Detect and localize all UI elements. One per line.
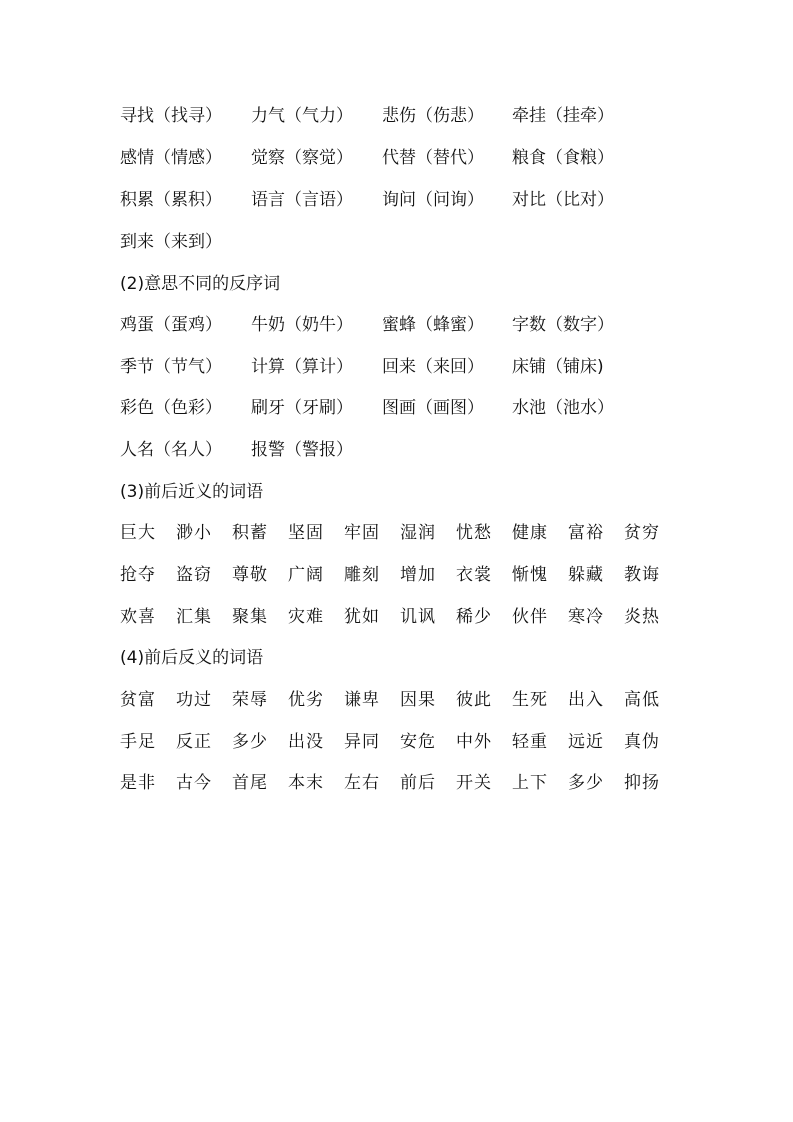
word: 巨大 bbox=[120, 523, 156, 543]
word: 功过 bbox=[176, 690, 212, 710]
word: 教诲 bbox=[624, 565, 660, 585]
word: 前后 bbox=[400, 773, 436, 793]
word: 上下 bbox=[512, 773, 548, 793]
word-pair: 询问（问询） bbox=[382, 190, 484, 210]
word: 优劣 bbox=[288, 690, 324, 710]
word-pair: 鸡蛋（蛋鸡） bbox=[120, 315, 222, 335]
word: 尊敬 bbox=[232, 565, 268, 585]
word: 汇集 bbox=[176, 607, 212, 627]
word-pair: 计算（算计） bbox=[251, 357, 353, 377]
word: 中外 bbox=[456, 732, 492, 752]
word: 寒冷 bbox=[568, 607, 604, 627]
word: 欢喜 bbox=[120, 607, 156, 627]
word: 左右 bbox=[344, 773, 380, 793]
word: 开关 bbox=[456, 773, 492, 793]
word: 首尾 bbox=[232, 773, 268, 793]
word: 彼此 bbox=[456, 690, 492, 710]
section-heading: (3)前后近义的词语 bbox=[120, 482, 264, 502]
word-pair: 语言（言语） bbox=[251, 190, 353, 210]
section-heading: (4)前后反义的词语 bbox=[120, 648, 264, 668]
word: 雕刻 bbox=[344, 565, 380, 585]
word-pair: 觉察（察觉） bbox=[251, 148, 353, 168]
word-pair: 回来（来回） bbox=[382, 357, 484, 377]
word-pair: 牵挂（挂牵） bbox=[512, 106, 614, 126]
word: 生死 bbox=[512, 690, 548, 710]
word: 湿润 bbox=[400, 523, 436, 543]
word: 高低 bbox=[624, 690, 660, 710]
word: 讥讽 bbox=[400, 607, 436, 627]
word: 躲藏 bbox=[568, 565, 604, 585]
word-pair: 人名（名人） bbox=[120, 440, 222, 460]
word: 异同 bbox=[344, 732, 380, 752]
word: 贫富 bbox=[120, 690, 156, 710]
word: 犹如 bbox=[344, 607, 380, 627]
word: 安危 bbox=[400, 732, 436, 752]
word: 抢夺 bbox=[120, 565, 156, 585]
word: 远近 bbox=[568, 732, 604, 752]
word-pair: 刷牙（牙刷） bbox=[251, 398, 353, 418]
word: 坚固 bbox=[288, 523, 324, 543]
word: 炎热 bbox=[624, 607, 660, 627]
word: 广阔 bbox=[288, 565, 324, 585]
word: 贫穷 bbox=[624, 523, 660, 543]
word: 牢固 bbox=[344, 523, 380, 543]
word-pair: 力气（气力） bbox=[251, 106, 353, 126]
word: 手足 bbox=[120, 732, 156, 752]
word-pair: 彩色（色彩） bbox=[120, 398, 222, 418]
word: 忧愁 bbox=[456, 523, 492, 543]
word-pair: 对比（比对） bbox=[512, 190, 614, 210]
word-pair: 悲伤（伤悲） bbox=[382, 106, 484, 126]
word-pair: 报警（警报） bbox=[251, 440, 353, 460]
section-heading: (2)意思不同的反序词 bbox=[120, 274, 281, 294]
word-pair: 牛奶（奶牛） bbox=[251, 315, 353, 335]
word: 多少 bbox=[232, 732, 268, 752]
word: 稀少 bbox=[456, 607, 492, 627]
word-pair: 季节（节气） bbox=[120, 357, 222, 377]
word: 荣辱 bbox=[232, 690, 268, 710]
word-pair: 字数（数字） bbox=[512, 315, 614, 335]
word: 增加 bbox=[400, 565, 436, 585]
word: 惭愧 bbox=[512, 565, 548, 585]
word: 渺小 bbox=[176, 523, 212, 543]
word: 富裕 bbox=[568, 523, 604, 543]
word-pair: 感情（情感） bbox=[120, 148, 222, 168]
word: 真伪 bbox=[624, 732, 660, 752]
word: 聚集 bbox=[232, 607, 268, 627]
word: 轻重 bbox=[512, 732, 548, 752]
word: 衣裳 bbox=[456, 565, 492, 585]
word: 谦卑 bbox=[344, 690, 380, 710]
word-pair: 水池（池水） bbox=[512, 398, 614, 418]
word-pair: 寻找（找寻） bbox=[120, 106, 222, 126]
word: 因果 bbox=[400, 690, 436, 710]
word: 古今 bbox=[176, 773, 212, 793]
word: 抑扬 bbox=[624, 773, 660, 793]
word-pair: 床铺（铺床) bbox=[512, 357, 604, 377]
word-pair: 图画（画图） bbox=[382, 398, 484, 418]
word: 灾难 bbox=[288, 607, 324, 627]
word-pair: 积累（累积） bbox=[120, 190, 222, 210]
word-pair: 粮食（食粮） bbox=[512, 148, 614, 168]
word-pair: 蜜蜂（蜂蜜） bbox=[382, 315, 484, 335]
word: 出入 bbox=[568, 690, 604, 710]
word: 是非 bbox=[120, 773, 156, 793]
word: 出没 bbox=[288, 732, 324, 752]
word: 多少 bbox=[568, 773, 604, 793]
word: 健康 bbox=[512, 523, 548, 543]
word: 伙伴 bbox=[512, 607, 548, 627]
word: 盗窃 bbox=[176, 565, 212, 585]
word: 反正 bbox=[176, 732, 212, 752]
word: 本末 bbox=[288, 773, 324, 793]
word-pair: 代替（替代） bbox=[382, 148, 484, 168]
word-pair: 到来（来到） bbox=[120, 232, 222, 252]
word: 积蓄 bbox=[232, 523, 268, 543]
